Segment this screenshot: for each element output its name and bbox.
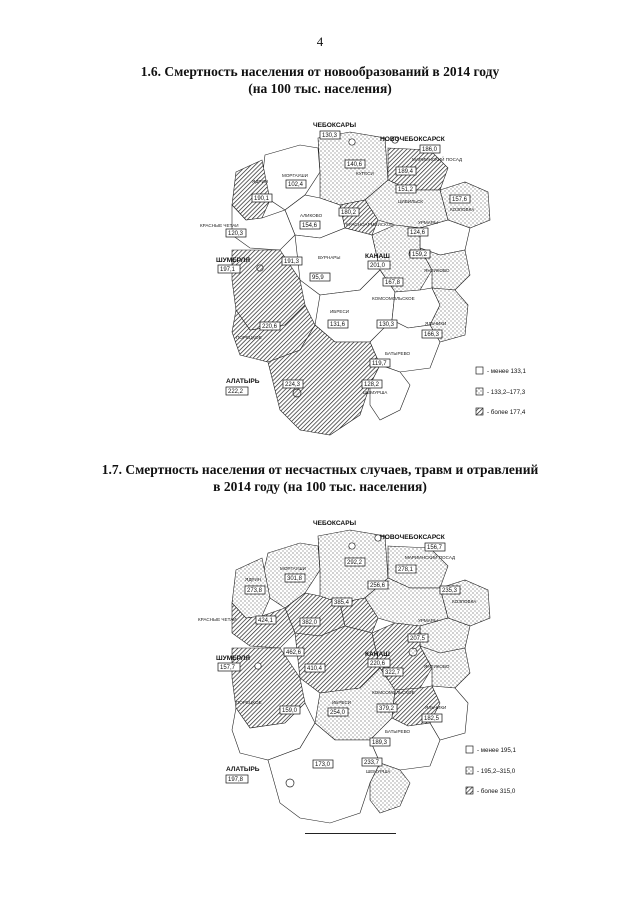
district-value-kanash-district: 167,8 bbox=[385, 280, 401, 286]
city-value-shumerlya: 197,1 bbox=[220, 267, 236, 273]
district2-label-batyrevo: БАТЫРЕВО bbox=[385, 729, 411, 734]
city-value-kanash: 201,0 bbox=[370, 263, 386, 269]
district2-value-ibresi: 254,0 bbox=[330, 710, 346, 716]
city-value-novocheboksarsk: 186,0 bbox=[422, 147, 438, 153]
city2-value-kanash: 220,6 bbox=[370, 661, 386, 667]
district-value-yadrin: 190,1 bbox=[254, 196, 270, 202]
district2-label-urmary: УРМАРЫ bbox=[418, 618, 438, 623]
map1-legend bbox=[476, 367, 527, 416]
alatyr-city-marker bbox=[293, 389, 301, 397]
district-label-ibresi: ИБРЕСИ bbox=[330, 309, 350, 314]
district-value-krasnye-chetai: 120,3 bbox=[228, 231, 244, 237]
city2-value-novocheboksarsk: 156,7 bbox=[427, 545, 443, 551]
district-label-poretskoe: ПОРЕЦКОЕ bbox=[236, 335, 262, 340]
district-value-alikovo: 154,6 bbox=[302, 223, 318, 229]
map2-title bbox=[0, 461, 640, 495]
map2-title-line2: в 2014 году (на 100 тыс. населения) bbox=[213, 479, 427, 494]
district2-value-alikovo: 382,0 bbox=[302, 620, 318, 626]
district-label-yadrin: ЯДРИН bbox=[252, 179, 269, 184]
district-value-ibresi: 131,6 bbox=[330, 322, 346, 328]
map1-legend-mid: - 133,2–177,3 bbox=[487, 389, 526, 396]
city-label-alatyr: АЛАТЫРЬ bbox=[226, 378, 260, 385]
district-value-krasnoarmeyskoe: 180,2 bbox=[341, 210, 357, 216]
city-label-kanash: КАНАШ bbox=[365, 253, 390, 260]
city2-label-shumerlya: ШУМЕРЛЯ bbox=[216, 655, 250, 662]
district-value-mariinsky-posad: 189,4 bbox=[398, 169, 414, 175]
city-label-shumerlya: ШУМЕРЛЯ bbox=[216, 257, 250, 264]
district2-label-shemursha: ШЕМУРША bbox=[366, 769, 391, 774]
district2-label-krasnye-chetai: КРАСНЫЕ ЧЕТАИ bbox=[198, 617, 237, 622]
district2-value-yalchiki: 182,5 bbox=[424, 716, 440, 722]
district-label-krasnoarmeyskoe: КРАСНОАРМЕЙСКОЕ bbox=[346, 222, 394, 227]
district2-label-kozlovka: КОЗЛОВКА bbox=[452, 599, 477, 604]
district2-value-kozlovka: 235,3 bbox=[442, 588, 458, 594]
district2-value-shemursha: 233,7 bbox=[364, 760, 380, 766]
district-value-komsomolskoe: 130,3 bbox=[379, 322, 395, 328]
district-value-alatyr-district: 224,3 bbox=[285, 382, 301, 388]
district2-label-komsomolskoe: КОМСОМОЛЬСКОЕ bbox=[372, 690, 415, 695]
district-value-shemursha: 128,2 bbox=[364, 382, 380, 388]
city2-label-novocheboksarsk: НОВОЧЕБОКСАРСК bbox=[380, 534, 445, 541]
cheboksary-marker bbox=[349, 139, 355, 145]
map2-legend-high: - более 315,0 bbox=[477, 788, 516, 795]
district2-value-mariinsky-posad: 278,1 bbox=[398, 567, 414, 573]
map1-legend-high: - более 177,4 bbox=[487, 409, 526, 416]
city2-label-alatyr: АЛАТЫРЬ bbox=[226, 766, 260, 773]
district-label-alikovo: АЛИКОВО bbox=[300, 213, 323, 218]
district2-value-kanash-district: 322,7 bbox=[385, 670, 401, 676]
city2-label-kanash: КАНАШ bbox=[365, 651, 390, 658]
district2-value-komsomolskoe: 379,2 bbox=[379, 706, 395, 712]
district2-value-alatyr-district: 173,0 bbox=[315, 762, 331, 768]
city-label-cheboksary: ЧЕБОКСАРЫ bbox=[313, 122, 357, 129]
district-label-morgaushi: МОРГАУШИ bbox=[282, 173, 308, 178]
district-value-yantikovo: 159,2 bbox=[412, 252, 428, 258]
district2-value-krasnoarmeyskoe: 385,4 bbox=[334, 600, 350, 606]
district2-value-tsivilsk: 256,6 bbox=[370, 583, 386, 589]
district2-label-ibresi: ИБРЕСИ bbox=[332, 700, 352, 705]
district2-value-batyrevo: 189,3 bbox=[372, 740, 388, 746]
shumerlya-marker bbox=[257, 265, 263, 271]
city2-label-cheboksary: ЧЕБОКСАРЫ bbox=[313, 520, 357, 527]
district2-value-krasnye-chetai: 424,1 bbox=[258, 618, 274, 624]
kanash2-city-marker bbox=[409, 648, 417, 656]
map1-title bbox=[0, 63, 640, 97]
map2-legend-low: - менее 195,1 bbox=[477, 747, 516, 754]
district-label-vurnary: ВУРНАРЫ bbox=[318, 255, 341, 260]
district-value-poretskoe: 220,6 bbox=[262, 324, 278, 330]
district2-value-urmary: 207,5 bbox=[410, 636, 426, 642]
city2-value-alatyr: 197,8 bbox=[228, 777, 244, 783]
district-label-komsomolskoe: КОМСОМОЛЬСКОЕ bbox=[372, 296, 415, 301]
footnote-divider bbox=[305, 833, 396, 834]
district2-value-poretskoe: 159,0 bbox=[282, 708, 298, 714]
map2-legend-mid: - 195,2–315,0 bbox=[477, 768, 516, 775]
map2-title-line1: 1.7. Смертность населения от несчастных случаев, травм и отравлений bbox=[101, 462, 539, 477]
district2-value-yadrin: 273,8 bbox=[247, 588, 263, 594]
district-label-tsivilsk: ЦИВИЛЬСК bbox=[398, 199, 423, 204]
district-label-batyrevo: БАТЫРЕВО bbox=[385, 351, 411, 356]
map1-title-line1: 1.6. Смертность населения от новообразований в 2014 году bbox=[140, 64, 500, 79]
city-value-alatyr: 222,2 bbox=[228, 389, 244, 395]
map1-legend-low: - менее 133,1 bbox=[487, 368, 526, 375]
district2-label-poretskoe: ПОРЕЦКОЕ bbox=[236, 700, 262, 705]
district-value-vurnary: 95,9 bbox=[312, 275, 324, 281]
district2-value-morgaushi: 301,8 bbox=[287, 576, 303, 582]
district-label-mariinsky-posad: МАРИИНСКИЙ ПОСАД bbox=[412, 157, 463, 162]
district2-label-mariinsky-posad: МАРИИНСКИЙ ПОСАД bbox=[405, 555, 456, 560]
district-label-urmary: УРМАРЫ bbox=[418, 220, 438, 225]
district-value-kugesi: 140,6 bbox=[347, 162, 363, 168]
district-label-yalchiki: ЯЛЬЧИКИ bbox=[425, 321, 447, 326]
district2-value-vurnary2: 410,4 bbox=[307, 666, 323, 672]
district-label-kozlovka: КОЗЛОВКА bbox=[450, 207, 475, 212]
district-value-morgaushi: 102,4 bbox=[288, 182, 304, 188]
district-value-batyrevo: 119,7 bbox=[372, 361, 387, 367]
city-value-cheboksary: 130,3 bbox=[322, 133, 338, 139]
district-value-kozlovka: 157,6 bbox=[452, 197, 468, 203]
district-label-yantikovo: ЯНТИКОВО bbox=[424, 268, 450, 273]
district2-label-morgaushi: МОРГАУШИ bbox=[280, 566, 306, 571]
district-value-tsivilsk: 151,2 bbox=[398, 187, 414, 193]
page-number: 4 bbox=[316, 34, 324, 49]
district-label-krasnye-chetai: КРАСНЫЕ ЧЕТАИ bbox=[200, 223, 239, 228]
district2-value-vurnary: 462,6 bbox=[286, 650, 302, 656]
district-label-shemursha: ШЕМУРША bbox=[363, 390, 388, 395]
map1-title-line2: (на 100 тыс. населения) bbox=[248, 81, 392, 96]
district-value-urmary: 124,6 bbox=[410, 230, 426, 236]
district-value-vurnary-top: 191,3 bbox=[284, 259, 300, 265]
map1-choropleth bbox=[0, 110, 640, 440]
district-value-yalchiki: 166,3 bbox=[424, 332, 440, 338]
district2-label-yalchiki: ЯЛЬЧИКИ bbox=[425, 705, 447, 710]
district-label-kugesi: КУГЕСИ bbox=[356, 171, 374, 176]
city-label-novocheboksarsk: НОВОЧЕБОКСАРСК bbox=[380, 136, 445, 143]
region2-yalchiki bbox=[430, 686, 468, 740]
district2-label-yadrin: ЯДРИН bbox=[245, 577, 262, 582]
cheboksary2-marker bbox=[349, 543, 355, 549]
district2-label-yantikovo: ЯНТИКОВО bbox=[424, 664, 450, 669]
map2-choropleth bbox=[0, 508, 640, 828]
district2-value-kugesi: 292,2 bbox=[347, 560, 363, 566]
city2-value-shumerlya: 157,7 bbox=[220, 665, 236, 671]
alatyr2-city-marker bbox=[286, 779, 294, 787]
shumerlya2-marker bbox=[255, 663, 261, 669]
map2-legend bbox=[466, 746, 517, 795]
